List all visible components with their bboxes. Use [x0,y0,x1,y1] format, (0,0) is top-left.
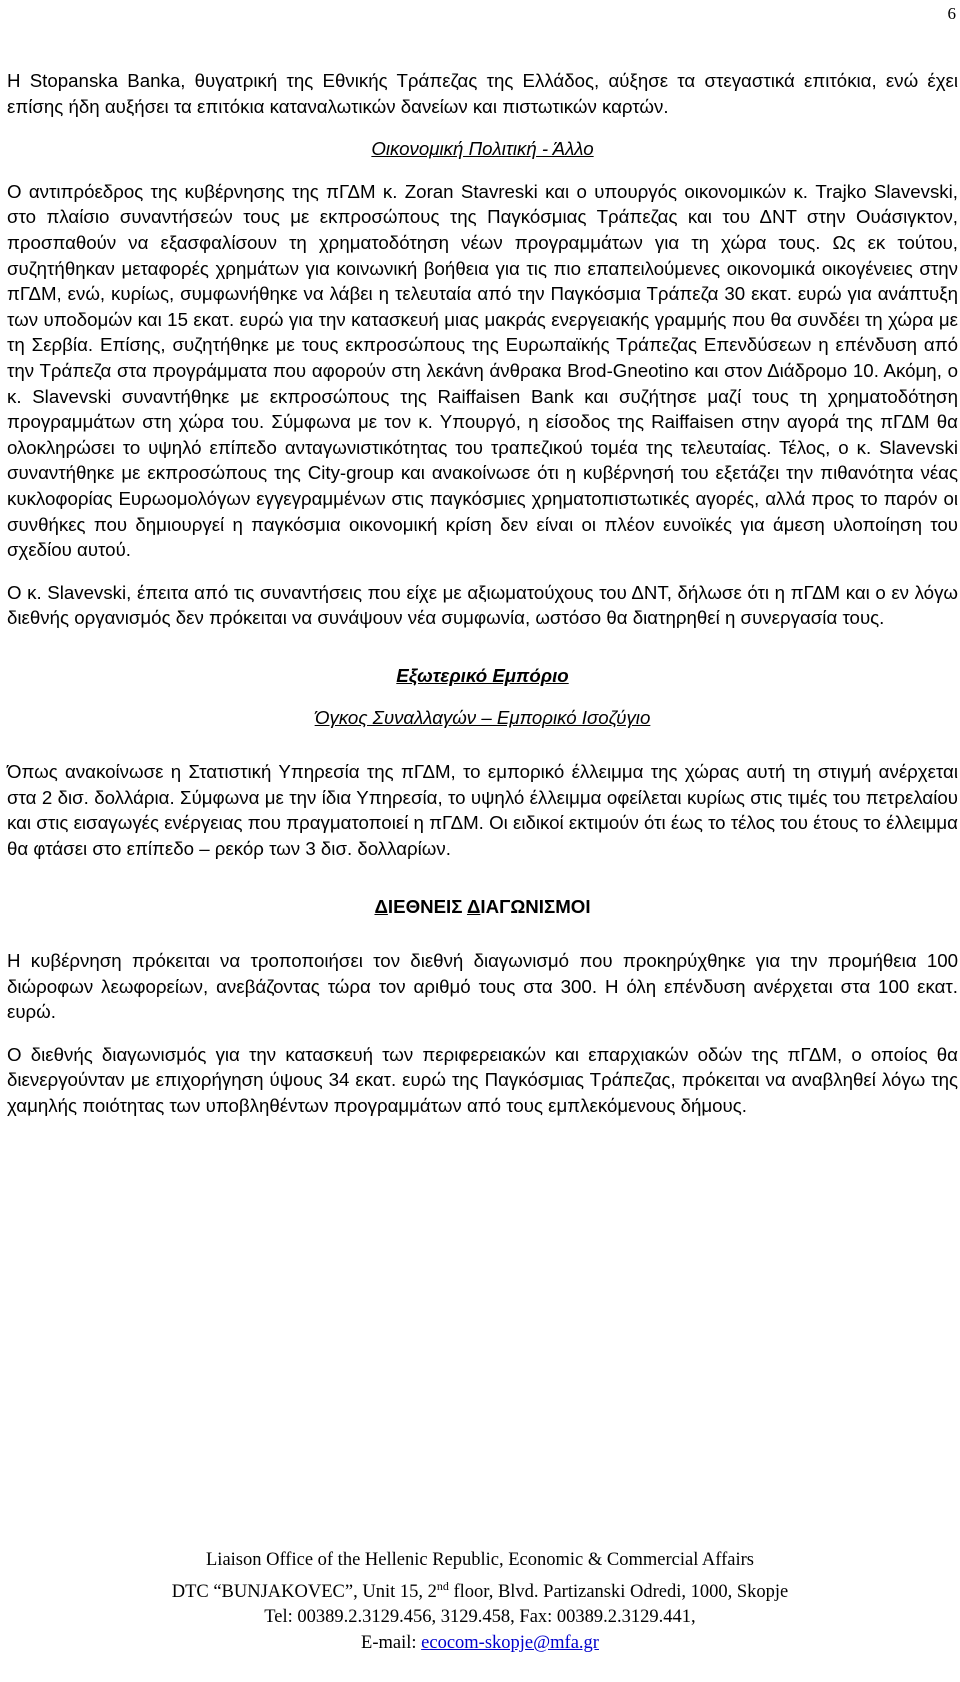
document-body [7,68,958,1119]
footer-phone: Tel: 00389.2.3129.456, 3129.458, Fax: 00389.2.3129.441, [264,1607,696,1628]
economic-policy-heading: Οικονομική Πολιτική - Άλλο [371,138,594,160]
buses-tender-paragraph: Η κυβέρνηση πρόκειται να τροποποιήσει τον διεθνή διαγωνισμό που προκηρύχθηκε για την προμήθεια 100 διώροφων λεωφορείων, ανεβάζοντας τώρα τον αριθμό τους στα 300. Η όλη επένδυση ανέρχεται στα 100 εκατ. ευρώ. [7,950,958,1023]
foreign-trade-heading: Εξωτερικό Εμπόριο [396,664,569,686]
footer [0,1548,960,1657]
stavreski-paragraph: Ο αντιπρόεδρος της κυβέρνησης της πΓΔΜ κ. Zoran Stavreski και ο υπουργός οικονομικών κ. Trajko Slavevski, στο πλαίσιο συναντήσεών τους με εκπροσώπους της Παγκόσμιας Τράπεζας και του ΔΝΤ στην Ουάσιγκτον, προσπαθούν να εξασφαλίσουν τη χρηματοδότηση νέων προγραμμάτων για τη χώρα τους. Ως εκ τούτου, συζητήθηκαν μεταφορές χρημάτων για κοινωνική βοήθεια για τις πιο επαπειλούμενες οικονομικά οικογένειες στην πΓΔΜ, ενώ, κυρίως, συμφωνήθηκε να λάβει η τελευταία από την Παγκόσμια Τράπεζα 30 εκατ. ευρώ για ανάπτυξη των υποδομών και 15 εκατ. ευρώ για την κατασκευή μιας μακράς ενεργειακής γραμμής που θα συνδέει τη χώρα με τη Σερβία. Επίσης, συζητήθηκε με τους εκπροσώπους της Ευρωπαϊκής Τράπεζας Επενδύσεων η επένδυση από την Τράπεζα στα προγράμματα που αφορούν στη λεκάνη άνθρακα Brod-Gneotino και στον Διάδρομο 10. Ακόμη, ο κ. Slavevski συναντήθηκε με εκπροσώπους της Raiffaisen Bank και συζήτησε μαζί τους τη χρηματοδότηση προγραμμάτων στη χώρα του. Σύμφωνα με τον κ. Υπουργό, η είσοδος της Raiffaisen στην αγορά της πΓΔΜ θα ολοκληρώσει το υψηλό επίπεδο ανταγωνιστικότητας του τραπεζικού τομέα της τελευταίας. Τέλος, ο κ. Slavevski συναντήθηκε με εκπροσώπους της City-group και ανακοίνωσε ότι η κυβέρνησή του εξετάζει την πιθανότητα νέας κυκλοφορίας Ευρωομολόγων εγγεγραμμένων στις παγκόσμιες χρηματοπιστωτικές αγορές, αλλά προς το παρόν οι συνθήκες που δημιουργεί η παγκόσμια οικονομική κρίση δεν είναι οι πλέον ευνοϊκές για άμεση υλοποίηση του σχεδίου αυτού. [7,180,958,561]
footer-email-line [0,1631,960,1657]
heading-text-2: ΙΑΓΩΝΙΣΜΟΙ [480,896,591,918]
heading-underlined-letter-2: Δ [466,896,481,918]
heading-underlined-letter-1: Δ [374,896,388,918]
footer-office: Liaison Office of the Hellenic Republic, Economic & Commercial Affairs [206,1550,754,1570]
footer-email-label: E-mail: [361,1632,422,1653]
roads-tender-paragraph: Ο διεθνής διαγωνισμός για την κατασκευή των περιφερειακών και επαρχιακών οδών της πΓΔΜ, ο οποίος θα διενεργούνταν με επιχορήγηση ύψους 34 εκατ. ευρώ της Παγκόσμιας Τράπεζας, πρόκειται να αναβληθεί λόγω της χαμηλής ποιότητας των υποβληθέντων προγραμμάτων από τους εμπλεκόμενους δήμους. [7,1043,958,1116]
footer-address-start: DTC “BUNJAKOVEC”, Unit 15, 2 [171,1581,437,1602]
footer-address-sup: nd [436,1578,449,1593]
international-tenders-heading [7,894,958,920]
imf-paragraph: Ο κ. Slavevski, έπειτα από τις συναντήσεις που είχε με αξιωματούχους του ΔΝΤ, δήλωσε ότι η πΓΔΜ και ο εν λόγω διεθνής οργανισμός δεν πρόκειται να συνάψουν νέα συμφωνία, ωστόσο θα διατηρηθεί η συνεργασία τους. [7,581,958,629]
trade-deficit-paragraph: Όπως ανακοίνωσε η Στατιστική Υπηρεσία της πΓΔΜ, το εμπορικό έλλειμμα της χώρας αυτή τη στιγμή ανέρχεται στα 2 δισ. δολλάρια. Σύμφωνα με την ίδια Υπηρεσία, το υψηλό έλλειμμα οφείλεται κυρίως στις τιμές του πετρελαίου και στις εισαγωγές ενέργειας που πραγματοποιεί η πΓΔΜ. Οι ειδικοί εκτιμούν ότι έως το τέλος του έτους το έλλειμμα θα φτάσει στο επίπεδο – ρεκόρ των 3 δισ. δολλαρίων. [7,761,958,859]
stopanska-paragraph: Η Stopanska Banka, θυγατρική της Εθνικής Τράπεζας της Ελλάδος, αύξησε τα στεγαστικά επιτόκια, ενώ έχει επίσης ήδη αυξήσει τα επιτόκια καταναλωτικών δανείων και πιστωτικών καρτών. [7,70,958,117]
footer-address [0,1574,960,1606]
email-link[interactable]: ecocom-skopje@mfa.gr [421,1632,599,1653]
footer-address-end: floor, Blvd. Partizanski Odredi, 1000, Skopje [448,1581,789,1602]
page-number: 6 [947,4,956,23]
trade-balance-subheading: Όγκος Συναλλαγών – Εμπορικό Ισοζύγιο [314,707,651,729]
heading-text-1: ΙΕΘΝΕΙΣ [387,896,467,918]
